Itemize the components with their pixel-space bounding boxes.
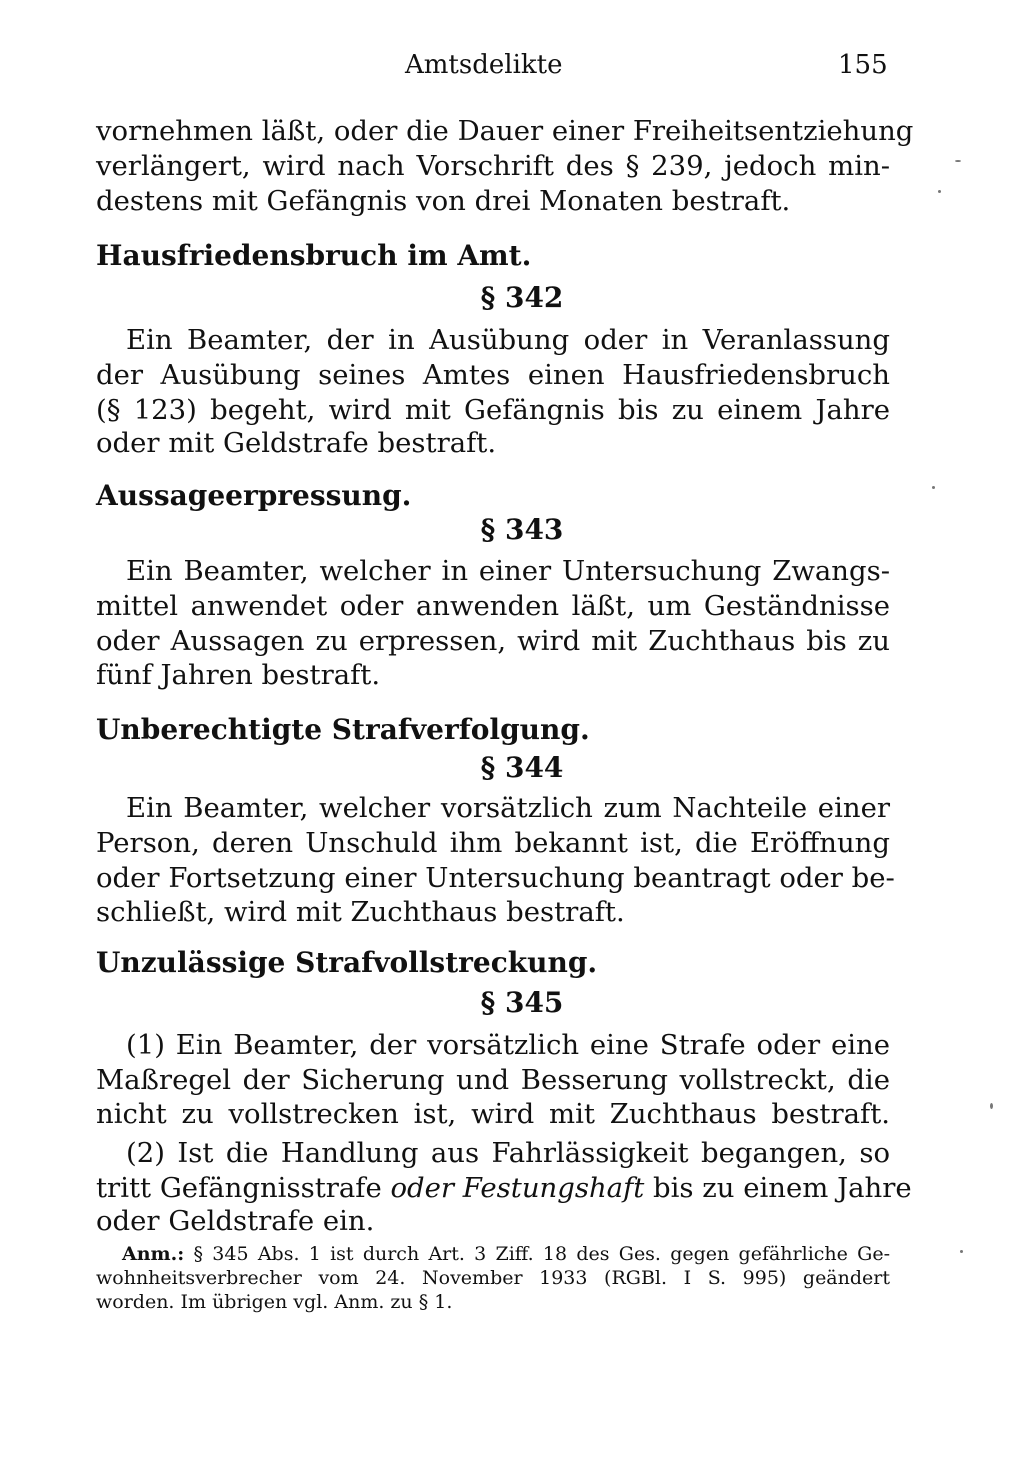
body-line: Ein Beamter, der in Ausübung oder in Veranlassung: [126, 324, 890, 356]
scan-speck: [932, 486, 935, 489]
paragraph-number: § 343: [480, 513, 564, 546]
footnote-line: wohnheitsverbrecher vom 24. November 1933 (RGBl. I S. 995) geändert: [96, 1267, 890, 1289]
section-heading: Unzulässige Strafvollstreckung.: [96, 946, 598, 979]
intro-line: verlängert, wird nach Vorschrift des § 239, jedoch min-: [96, 150, 890, 182]
body-line: mittel anwendet oder anwenden läßt, um Geständnisse: [96, 590, 890, 622]
body-line: (2) Ist die Handlung aus Fahrlässigkeit begangen, so: [126, 1137, 890, 1169]
body-line: Person, deren Unschuld ihm bekannt ist, die Eröffnung: [96, 827, 890, 859]
body-line: Maßregel der Sicherung und Besserung vollstreckt, die: [96, 1064, 890, 1096]
body-line: schließt, wird mit Zuchthaus bestraft.: [96, 896, 625, 928]
page-number: 155: [838, 50, 888, 80]
footnote-line: [122, 1243, 890, 1265]
body-line: oder Geldstrafe ein.: [96, 1205, 375, 1237]
body-line: oder Fortsetzung einer Untersuchung beantragt oder be-: [96, 862, 895, 894]
scan-speck: [960, 1250, 963, 1253]
intro-line: destens mit Gefängnis von drei Monaten bestraft.: [96, 185, 791, 217]
body-line: oder mit Geldstrafe bestraft.: [96, 427, 497, 459]
body-line: (1) Ein Beamter, der vorsätzlich eine Strafe oder eine: [126, 1029, 890, 1061]
italic-emphasis: oder Festungshaft: [390, 1172, 645, 1204]
body-line: Ein Beamter, welcher in einer Untersuchung Zwangs-: [126, 555, 890, 587]
running-header: Amtsdelikte: [405, 50, 563, 80]
body-line-mixed: [96, 1170, 912, 1206]
intro-line: vornehmen läßt, oder die Dauer einer Freiheitsentziehung: [96, 115, 914, 147]
section-heading: Aussageerpressung.: [96, 479, 412, 512]
paragraph-number: § 345: [480, 986, 564, 1019]
footnote-label: Anm.:: [122, 1243, 185, 1265]
section-heading: Hausfriedensbruch im Amt.: [96, 239, 532, 272]
footnote-line: worden. Im übrigen vgl. Anm. zu § 1.: [96, 1291, 453, 1313]
body-line: nicht zu vollstrecken ist, wird mit Zuchthaus bestraft.: [96, 1098, 890, 1130]
body-text: bis zu einem Jahre: [644, 1172, 912, 1204]
body-line: (§ 123) begeht, wird mit Gefängnis bis zu einem Jahre: [96, 394, 890, 426]
footnote-text: § 345 Abs. 1 ist durch Art. 3 Ziff. 18 des Ges. gegen gefährliche Ge-: [184, 1243, 890, 1265]
body-line: der Ausübung seines Amtes einen Hausfriedensbruch: [96, 359, 890, 391]
paragraph-number: § 342: [480, 281, 564, 314]
body-text: tritt Gefängnisstrafe: [96, 1172, 391, 1204]
section-heading: Unberechtigte Strafverfolgung.: [96, 713, 590, 746]
body-line: Ein Beamter, welcher vorsätzlich zum Nachteile einer: [126, 792, 890, 824]
scan-speck: [938, 190, 941, 193]
body-line: fünf Jahren bestraft.: [96, 659, 381, 691]
scan-speck: [955, 160, 961, 162]
scan-speck: [990, 1103, 993, 1109]
paragraph-number: § 344: [480, 751, 564, 784]
body-line: oder Aussagen zu erpressen, wird mit Zuchthaus bis zu: [96, 625, 890, 657]
